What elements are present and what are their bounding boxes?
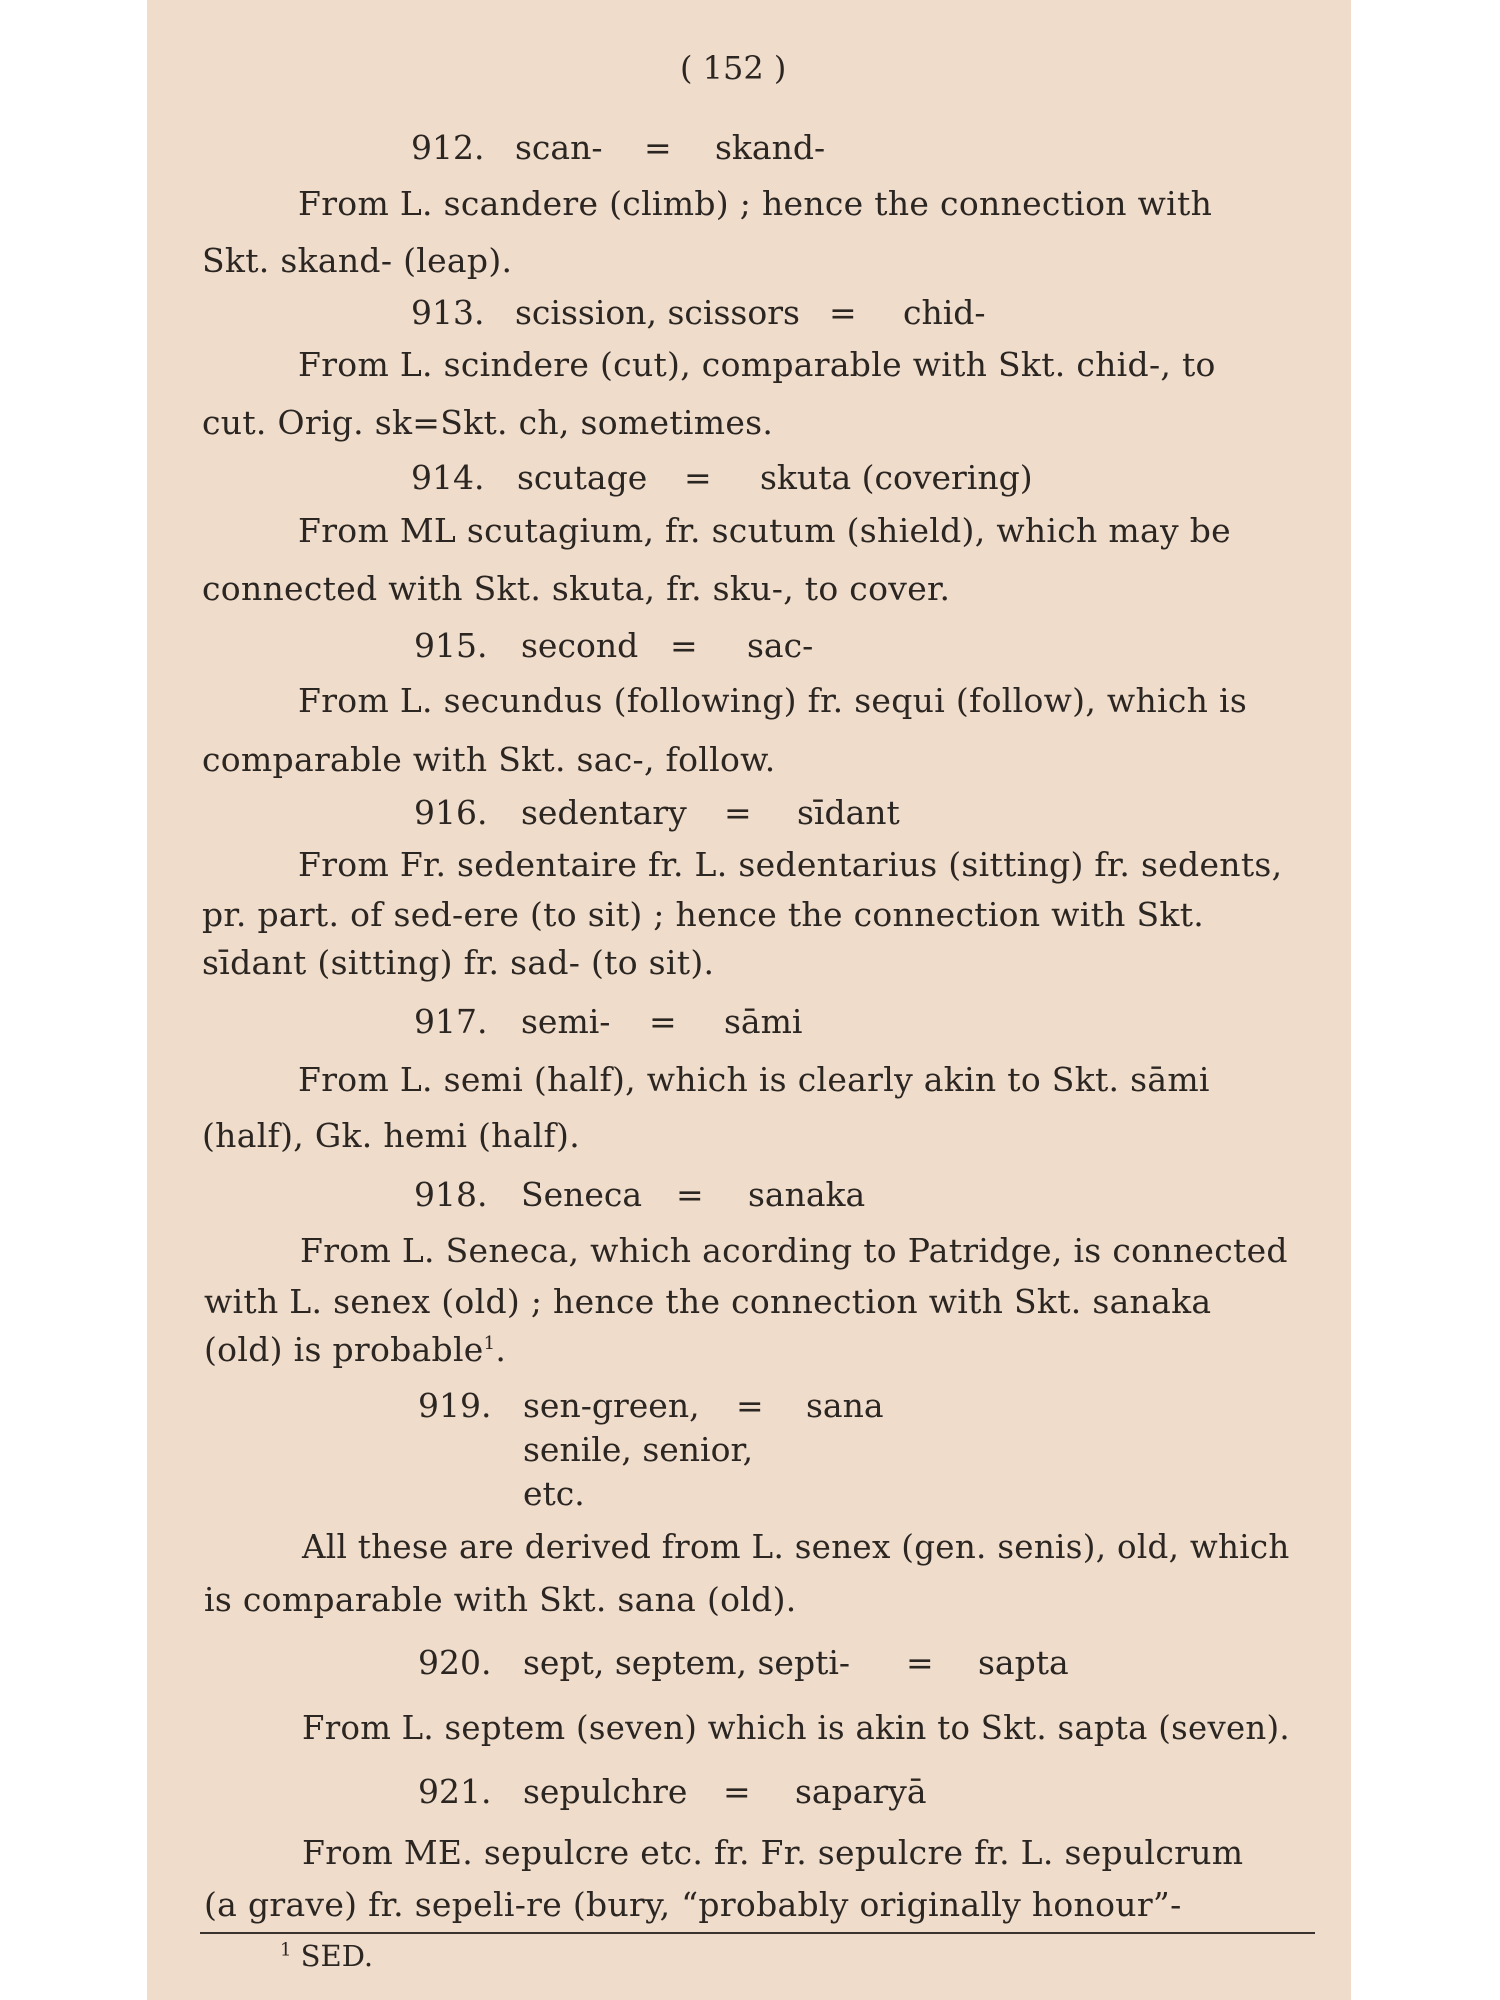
sanskrit-term: sāmi (724, 1002, 803, 1041)
sanskrit-term: sanaka (748, 1175, 866, 1214)
sanskrit-term: skuta (covering) (760, 458, 1033, 497)
english-term: scutage (517, 458, 648, 497)
equals-sign: = (670, 626, 698, 665)
equals-sign: = (644, 128, 672, 167)
sanskrit-term: saparyā (795, 1772, 927, 1811)
equals-sign: = (736, 1386, 764, 1425)
equals-sign: = (829, 293, 857, 332)
text-line: is comparable with Skt. sana (old). (204, 1580, 797, 1619)
text-line: From L. semi (half), which is clearly akin to Skt. sāmi (298, 1060, 1210, 1099)
english-term: scission, scissors (515, 293, 800, 332)
sanskrit-term: sīdant (797, 793, 900, 832)
text-line: (old) is probable$^1$. (204, 1330, 507, 1369)
equals-sign: = (649, 1002, 677, 1041)
text-line: From ME. sepulcre etc. fr. Fr. sepulcre fr. L. sepulcrum (302, 1833, 1244, 1872)
entry-number: 919. (418, 1386, 492, 1425)
english-term: semi- (521, 1002, 611, 1041)
english-term: second (521, 626, 639, 665)
footnote (280, 1938, 373, 1974)
equals-sign: = (724, 793, 752, 832)
text-line: (half), Gk. hemi (half). (202, 1116, 581, 1155)
text-line: cut. Orig. sk=Skt. ch, sometimes. (202, 403, 774, 442)
text-line: From L. secundus (following) fr. sequi (follow), which is (298, 681, 1248, 720)
english-term: sepulchre (523, 1772, 688, 1811)
english-term: sedentary (521, 793, 687, 832)
text-line: From L. scindere (cut), comparable with Skt. chid-, to (298, 345, 1216, 384)
page-number: ( 152 ) (680, 49, 787, 87)
equals-sign: = (684, 458, 712, 497)
text-line: From L. Seneca, which acording to Patridge, is connected (300, 1231, 1288, 1270)
text-line: (a grave) fr. sepeli-re (bury, “probably originally honour”- (204, 1885, 1182, 1924)
footnote-text: SED. (300, 1939, 374, 1973)
entry-number: 915. (414, 626, 488, 665)
english-term-continued: senile, senior, (523, 1430, 754, 1469)
entry-number: 916. (414, 793, 488, 832)
english-term: sept, septem, septi- (523, 1643, 851, 1682)
equals-sign: = (676, 1175, 704, 1214)
english-term: scan- (515, 128, 603, 167)
entry-number: 912. (411, 128, 485, 167)
english-term: Seneca (521, 1175, 643, 1214)
sanskrit-term: skand- (715, 128, 826, 167)
entry-number: 918. (414, 1175, 488, 1214)
entry-number: 921. (418, 1772, 492, 1811)
footnote-number: 1 (280, 1939, 292, 1961)
text-line: pr. part. of sed-ere (to sit) ; hence the connection with Skt. (202, 895, 1205, 934)
sanskrit-term: sapta (978, 1643, 1069, 1682)
text-line: comparable with Skt. sac-, follow. (202, 740, 776, 779)
sanskrit-term: chid- (903, 293, 986, 332)
entry-number: 914. (411, 458, 485, 497)
text-line: All these are derived from L. senex (gen. senis), old, which (302, 1527, 1290, 1566)
entry-number: 920. (418, 1643, 492, 1682)
equals-sign: = (723, 1772, 751, 1811)
english-term-continued: etc. (523, 1474, 585, 1513)
text-line: From ML scutagium, fr. scutum (shield), which may be (298, 511, 1231, 550)
text-line: From L. septem (seven) which is akin to Skt. sapta (seven). (302, 1708, 1290, 1747)
text-line: Skt. skand- (leap). (202, 241, 513, 280)
text-line: sīdant (sitting) fr. sad- (to sit). (202, 943, 715, 982)
footnote-marker: 1 (483, 1333, 496, 1354)
sanskrit-term: sac- (747, 626, 814, 665)
entry-number: 917. (414, 1002, 488, 1041)
text-line: From Fr. sedentaire fr. L. sedentarius (sitting) fr. sedents, (298, 845, 1283, 884)
text-line: From L. scandere (climb) ; hence the connection with (298, 184, 1213, 223)
text-line: connected with Skt. skuta, fr. sku-, to cover. (202, 569, 951, 608)
footnote-rule (200, 1932, 1315, 1934)
sanskrit-term: sana (806, 1386, 884, 1425)
english-term: sen-green, (523, 1386, 700, 1425)
equals-sign: = (906, 1643, 934, 1682)
footnote-reference-text: (old) is probable (204, 1330, 484, 1369)
text-line: with L. senex (old) ; hence the connection with Skt. sanaka (204, 1282, 1212, 1321)
entry-number: 913. (411, 293, 485, 332)
